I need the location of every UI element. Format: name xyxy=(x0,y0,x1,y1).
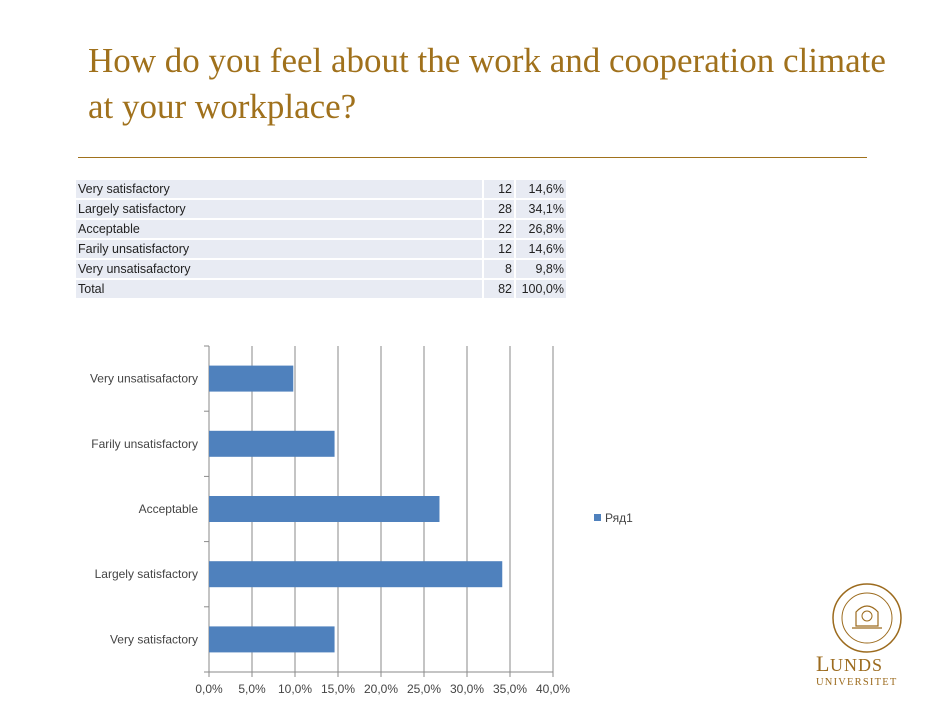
row-percent: 100,0% xyxy=(515,279,566,299)
row-count: 8 xyxy=(483,259,515,279)
row-count: 82 xyxy=(483,279,515,299)
row-percent: 14,6% xyxy=(515,239,566,259)
svg-text:UNDS: UNDS xyxy=(830,655,884,675)
row-label: Farily unsatisfactory xyxy=(76,239,483,259)
row-percent: 9,8% xyxy=(515,259,566,279)
svg-text:L: L xyxy=(816,651,830,676)
row-label: Total xyxy=(76,279,483,299)
x-tick-label: 10,0% xyxy=(277,682,313,696)
y-category-label: Farily unsatisfactory xyxy=(91,436,198,451)
bar xyxy=(209,496,439,522)
row-label: Largely satisfactory xyxy=(76,199,483,219)
y-category-label: Acceptable xyxy=(138,502,198,516)
bar xyxy=(209,561,502,587)
row-label: Very satisfactory xyxy=(76,180,483,199)
bar xyxy=(209,431,335,457)
x-tick-label: 30,0% xyxy=(449,682,485,696)
row-percent: 26,8% xyxy=(515,219,566,239)
row-count: 22 xyxy=(483,219,515,239)
legend-label: Ряд1 xyxy=(605,511,633,525)
x-tick-label: 20,0% xyxy=(363,682,399,696)
row-label: Acceptable xyxy=(76,219,483,239)
row-count: 28 xyxy=(483,199,515,219)
slide-title: How do you feel about the work and cooperation climate at your workplace? xyxy=(88,41,886,126)
row-label: Very unsatisafactory xyxy=(76,259,483,279)
y-category-label: Largely satisfactory xyxy=(94,567,198,582)
lund-university-logo xyxy=(812,580,922,690)
x-tick-label: 25,0% xyxy=(406,682,442,696)
x-tick-label: 15,0% xyxy=(320,682,356,696)
y-category-label: Very satisfactory xyxy=(109,632,198,647)
y-category-label: Very unsatisafactory xyxy=(89,371,198,386)
legend-swatch xyxy=(594,514,601,521)
bar xyxy=(209,366,293,392)
row-count: 12 xyxy=(483,180,515,199)
x-tick-label: 35,0% xyxy=(492,682,528,696)
x-tick-label: 0,0% xyxy=(195,682,223,696)
row-count: 12 xyxy=(483,239,515,259)
row-percent: 14,6% xyxy=(515,180,566,199)
bar xyxy=(209,626,335,652)
x-tick-label: 40,0% xyxy=(535,682,571,696)
row-percent: 34,1% xyxy=(515,199,566,219)
svg-text:UNIVERSITET: UNIVERSITET xyxy=(816,677,898,688)
x-tick-label: 5,0% xyxy=(238,682,266,696)
